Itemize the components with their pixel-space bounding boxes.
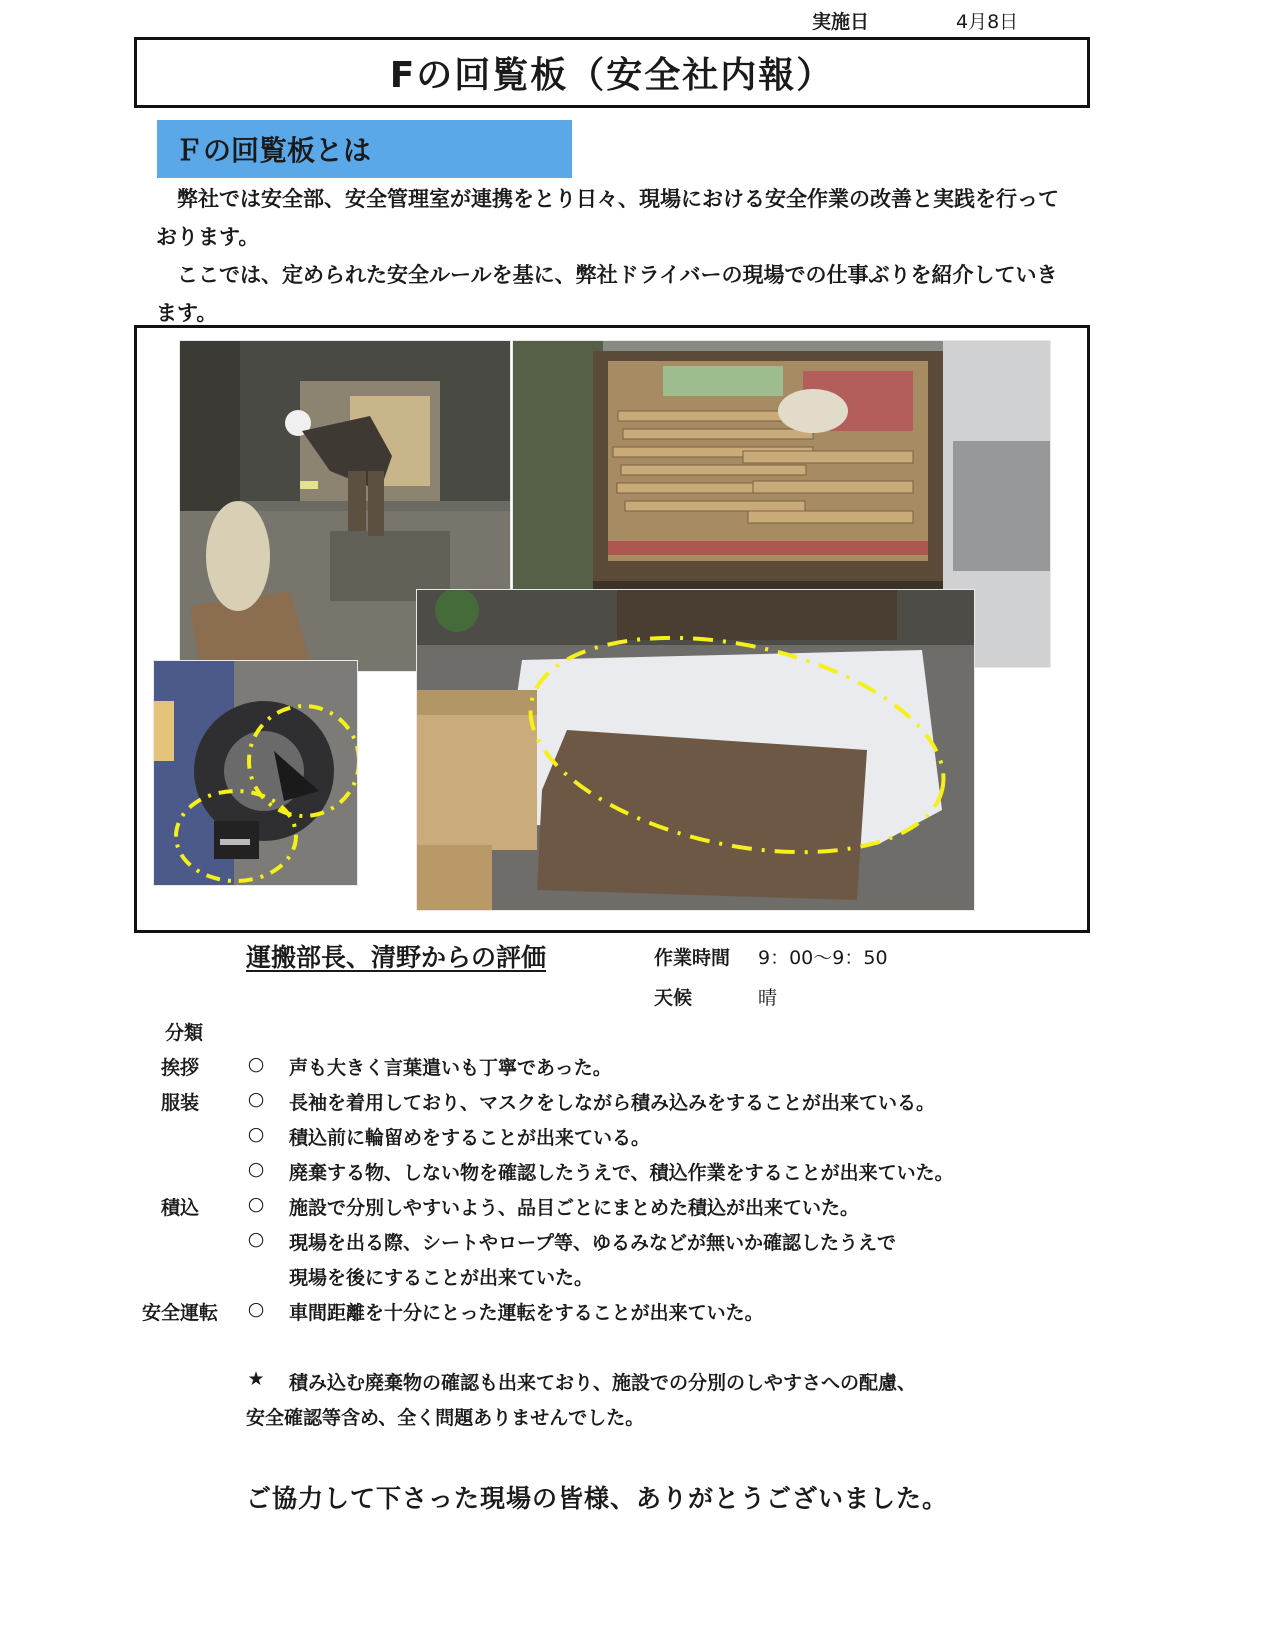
check-circle-icon: ○ — [247, 1228, 265, 1250]
weather-label: 天候 — [654, 987, 693, 1009]
closing-message: ご協力して下さった現場の皆様、ありがとうございました。 — [246, 1484, 949, 1513]
item-category: 積込 — [160, 1197, 199, 1219]
work-time-label: 作業時間 — [654, 947, 731, 969]
summary-row — [0, 1403, 1275, 1439]
intro-paragraph-2: ここでは、定められた安全ルールを基に、弊社ドライバーの現場での仕事ぶりを紹介していきます。 — [156, 263, 1058, 325]
list-item — [0, 1053, 1275, 1089]
check-circle-icon: ○ — [247, 1298, 265, 1320]
item-category: 服装 — [160, 1092, 199, 1114]
item-category: 挨拶 — [160, 1057, 199, 1079]
list-item — [0, 1158, 1275, 1194]
summary-line-2: 安全確認等含め、全く問題ありませんでした。 — [246, 1407, 645, 1429]
wheel-chock-photo — [153, 660, 358, 886]
list-item — [0, 1228, 1275, 1264]
star-icon: ★ — [247, 1368, 265, 1390]
check-circle-icon: ○ — [247, 1123, 265, 1145]
item-category: 安全運転 — [141, 1302, 218, 1324]
item-text: 車間距離を十分にとった運転をすることが出来ていた。 — [289, 1302, 764, 1324]
list-item — [0, 1298, 1275, 1334]
category-header: 分類 — [165, 1022, 204, 1044]
item-text: 現場を後にすることが出来ていた。 — [289, 1267, 594, 1289]
work-time-value: 9：00～9：50 — [758, 947, 888, 969]
title-box — [134, 37, 1090, 108]
item-text: 施設で分別しやすいよう、品目ごとにまとめた積込が出来ていた。 — [289, 1197, 860, 1219]
date-label: 実施日 — [812, 11, 870, 33]
item-text: 現場を出る際、シートやロープ等、ゆるみなどが無いか確認したうえで — [289, 1232, 897, 1254]
ground-sheet-photo — [416, 589, 975, 911]
item-text: 廃棄する物、しない物を確認したうえで、積込作業をすることが出来ていた。 — [289, 1162, 954, 1184]
intro-text — [156, 180, 1076, 332]
check-circle-icon: ○ — [247, 1088, 265, 1110]
evaluation-title: 運搬部長、清野からの評価 — [246, 943, 547, 972]
item-text: 積込前に輪留めをすることが出来ている。 — [289, 1127, 651, 1149]
check-circle-icon: ○ — [247, 1193, 265, 1215]
check-circle-icon: ○ — [247, 1158, 265, 1180]
list-item — [0, 1123, 1275, 1159]
photo-frame — [134, 325, 1090, 933]
summary-line-1: 積み込む廃棄物の確認も出来ており、施設での分別のしやすさへの配慮、 — [289, 1372, 917, 1394]
list-item — [0, 1263, 1275, 1299]
summary-row — [0, 1368, 1275, 1404]
date-value: 4月8日 — [956, 11, 1019, 33]
list-item — [0, 1088, 1275, 1124]
page-title: Fの回覧板（安全社内報） — [389, 55, 835, 96]
item-text: 声も大きく言葉遣いも丁寧であった。 — [289, 1057, 612, 1079]
section-heading: Ｆの回覧板とは — [157, 120, 572, 178]
intro-paragraph-1: 弊社では安全部、安全管理室が連携をとり日々、現場における安全作業の改善と実践を行っております。 — [156, 187, 1059, 249]
weather-value: 晴 — [758, 987, 778, 1009]
list-item — [0, 1193, 1275, 1229]
item-text: 長袖を着用しており、マスクをしながら積み込みをすることが出来ている。 — [289, 1092, 936, 1114]
check-circle-icon: ○ — [247, 1053, 265, 1075]
